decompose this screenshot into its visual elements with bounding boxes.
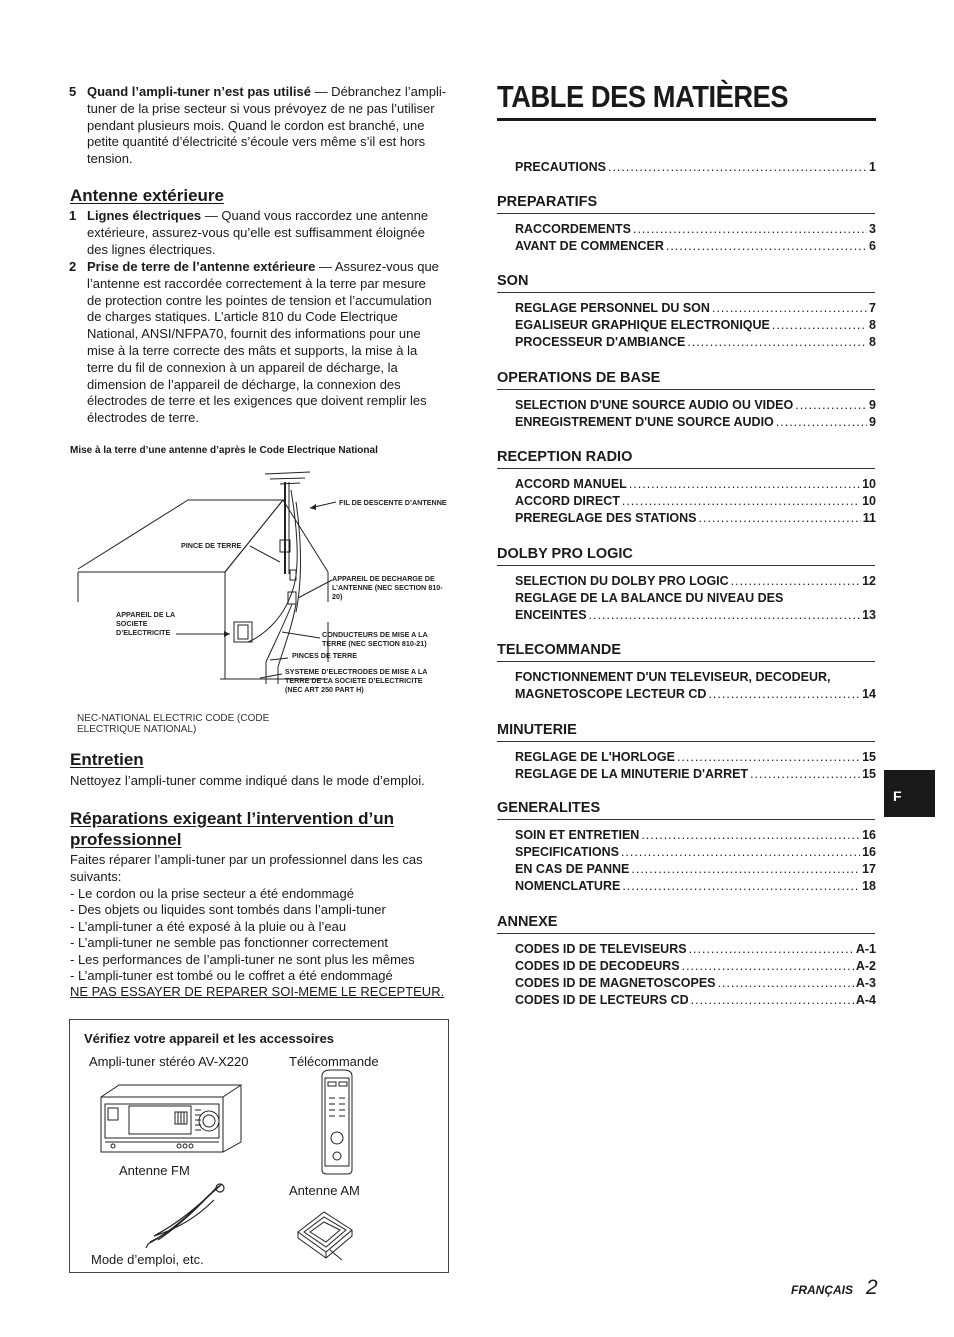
- item-5: [69, 84, 450, 168]
- toc-entry[interactable]: [515, 317, 876, 334]
- toc-section-rule: [497, 389, 875, 390]
- accessory-manual-label: Mode d’emploi, etc.: [91, 1252, 204, 1267]
- antenne-heading: Antenne extérieure: [70, 186, 224, 205]
- toc-section-heading: ANNEXE: [497, 914, 558, 930]
- reparations-heading-line: Réparations exigeant l’intervention d’un: [70, 809, 394, 828]
- toc-section-heading: GENERALITES: [497, 800, 601, 816]
- toc-entry-page: 10: [862, 494, 876, 508]
- toc-section-rule: [497, 468, 875, 469]
- toc-entry-page: 14: [862, 687, 876, 701]
- label-systeme-1: SYSTEME D’ELECTRODES DE MISE A LA: [285, 667, 428, 676]
- toc-entry-label: ENREGISTREMENT D'UNE SOURCE AUDIO: [515, 415, 774, 429]
- reparations-heading-line: professionnel: [70, 830, 182, 849]
- toc-section-heading: SON: [497, 273, 529, 289]
- toc-entry-label: SOIN ET ENTRETIEN: [515, 828, 640, 842]
- am-antenna-illustration: [290, 1206, 360, 1262]
- toc-entry[interactable]: [515, 958, 876, 975]
- antenne-item-2-line: dimension de l’appareil de décharge, la connexion des: [87, 376, 401, 392]
- toc-entry[interactable]: [515, 844, 876, 861]
- language-tab-letter: F: [893, 788, 902, 804]
- toc-entry[interactable]: [515, 238, 876, 255]
- toc-entry-dots: [589, 607, 861, 624]
- label-pince-terre: PINCE DE TERRE: [181, 541, 242, 550]
- reparations-intro-line: Faites réparer l’ampli-tuner par un professionnel dans les cas: [70, 852, 423, 867]
- antenne-item-1-line: extérieure, assurez-vous qu’elle est suffisamment éloignée: [87, 224, 425, 240]
- toc-entry[interactable]: [515, 827, 876, 844]
- toc-section-rule: [497, 933, 875, 934]
- toc-entry-label: REGLAGE DE L'HORLOGE: [515, 750, 675, 764]
- reparations-intro: [70, 852, 451, 886]
- toc-entry-dots: [708, 686, 860, 703]
- toc-entry-dots: [687, 334, 867, 351]
- toc-title: TABLE DES MATIÈRES: [497, 79, 789, 114]
- toc-entry-dots: [699, 510, 861, 527]
- toc-entry-page: A-1: [855, 942, 876, 956]
- item-5-line: pendant plusieurs mois. Quand le cordon est branché, une: [87, 117, 425, 133]
- grounding-diagram: [70, 462, 460, 707]
- toc-entry-label: PREREGLAGE DES STATIONS: [515, 511, 697, 525]
- toc-entry-label: EGALISEUR GRAPHIQUE ELECTRONIQUE: [515, 318, 770, 332]
- toc-entry-label: PRECAUTIONS: [515, 160, 606, 174]
- diagram-caption: Mise à la terre d’une antenne d’après le Code Electrique National: [70, 445, 378, 456]
- toc-entry-page: 7: [869, 301, 876, 315]
- toc-entry-label: AVANT DE COMMENCER: [515, 239, 664, 253]
- toc-section-heading: RECEPTION RADIO: [497, 449, 633, 465]
- list-item: - Des objets ou liquides sont tombés dans l’ampli-tuner: [70, 902, 386, 918]
- toc-entry-dots: [750, 766, 860, 783]
- reparations-list: [70, 886, 444, 1001]
- toc-entry[interactable]: [515, 878, 876, 895]
- item-5-line: petite quantité d’électricité s’écoule vers même s’il est hors: [87, 134, 426, 150]
- toc-entry-dots: [772, 317, 867, 334]
- toc-section-heading: PREPARATIFS: [497, 194, 598, 210]
- label-systeme-2: TERRE DE LA SOCIETE D’ELECTRICITE: [285, 676, 423, 685]
- toc-entry-page: 1: [869, 160, 876, 174]
- nec-note: [77, 713, 269, 735]
- toc-entry-dots: [621, 844, 860, 861]
- toc-section-rule: [497, 741, 875, 742]
- footer-language: FRANÇAIS: [791, 1283, 853, 1297]
- list-item: - Les performances de l’ampli-tuner ne sont plus les mêmes: [70, 951, 415, 967]
- accessories-title: Vérifiez votre appareil et les accessoires: [84, 1031, 335, 1046]
- antenne-item-2: [69, 259, 450, 427]
- toc-entry-dots: [776, 414, 867, 431]
- amplifier-illustration: [99, 1082, 243, 1154]
- accessory-am-label: Antenne AM: [289, 1183, 360, 1198]
- toc-entry[interactable]: [515, 607, 876, 624]
- label-societe-1: APPAREIL DE LA: [116, 610, 176, 619]
- toc-entry-dots: [712, 300, 867, 317]
- toc-section-rule: [497, 292, 875, 293]
- label-societe-3: D’ELECTRICITE: [116, 628, 171, 637]
- toc-entry-dots: [682, 958, 854, 975]
- toc-entry[interactable]: [515, 221, 876, 238]
- toc-entry-dots: [608, 159, 867, 176]
- toc-entry[interactable]: [515, 861, 876, 878]
- toc-entry-label: ACCORD DIRECT: [515, 494, 620, 508]
- item-5-line: tuner de la prise secteur si vous prévoyez de ne pas l’utiliser: [87, 100, 435, 116]
- antenne-item-2-lead: Prise de terre de l’antenne extérieure: [87, 259, 316, 274]
- toc-entry-page: 11: [862, 511, 876, 525]
- toc-entry-page: 8: [869, 318, 876, 332]
- toc-section-heading: OPERATIONS DE BASE: [497, 370, 661, 386]
- antenne-item-2-line: de charges statiques. L’article 810 du Code Electrique: [87, 309, 398, 325]
- toc-title-rule: [497, 118, 876, 121]
- toc-entry-dots: [631, 861, 860, 878]
- toc-entry[interactable]: [515, 766, 876, 783]
- toc-entry-first-line[interactable]: [515, 590, 876, 607]
- toc-entry-page: 12: [862, 574, 876, 588]
- toc-entry-page: 15: [862, 767, 876, 781]
- toc-entry-label: NOMENCLATURE: [515, 879, 621, 893]
- toc-entry-dots: [689, 941, 854, 958]
- label-appareil-decharge-3: 20): [332, 592, 343, 601]
- antenne-item-1-line: — Quand vous raccordez une antenne: [204, 208, 429, 223]
- toc-entry-dots: [641, 827, 860, 844]
- toc-entry[interactable]: [515, 414, 876, 431]
- toc-entry-page: A-4: [855, 993, 876, 1007]
- item-5-lead: Quand l’ampli-tuner n’est pas utilisé: [87, 84, 311, 99]
- toc-entry-page: 18: [862, 879, 876, 893]
- antenne-item-1-number: 1: [69, 208, 77, 223]
- toc-entry-label: REGLAGE PERSONNEL DU SON: [515, 301, 710, 315]
- toc-entry-dots: [795, 397, 867, 414]
- toc-entry-dots: [731, 573, 860, 590]
- toc-section-rule: [497, 213, 875, 214]
- label-fil-descente: FIL DE DESCENTE D’ANTENNE: [339, 498, 447, 507]
- antenne-item-2-number: 2: [69, 259, 77, 274]
- antenne-item-2-line: l’antenne est raccordée correctement à la terre par mesure: [87, 275, 426, 291]
- remote-illustration: [317, 1068, 357, 1176]
- label-appareil-decharge-1: APPAREIL DE DECHARGE DE: [332, 574, 435, 583]
- reparations-heading: [70, 808, 394, 850]
- toc-entry-label: RACCORDEMENTS: [515, 222, 631, 236]
- toc-entry-label: REGLAGE DE LA BALANCE DU NIVEAU DES: [515, 591, 784, 605]
- antenne-item-2-line: mise à la terre correcte des mâts et supports, la mise à la: [87, 342, 418, 358]
- toc-entry-page: 16: [862, 828, 876, 842]
- toc-entry-label: CODES ID DE DECODEURS: [515, 959, 680, 973]
- toc-entry-label: SELECTION D'UNE SOURCE AUDIO OU VIDEO: [515, 398, 794, 412]
- toc-entry[interactable]: [515, 159, 876, 176]
- accessory-remote-label: Télécommande: [289, 1054, 379, 1069]
- toc-entry[interactable]: [515, 510, 876, 527]
- antenne-item-1: [69, 208, 450, 258]
- toc-entry-dots: [718, 975, 854, 992]
- label-appareil-decharge-2: L’ANTENNE (NEC SECTION 810-: [332, 583, 443, 592]
- toc-entry[interactable]: [515, 493, 876, 510]
- toc-entry-dots: [633, 221, 867, 238]
- toc-entry-label: SPECIFICATIONS: [515, 845, 619, 859]
- toc-entry-label: PROCESSEUR D'AMBIANCE: [515, 335, 686, 349]
- toc-entry-page: 15: [862, 750, 876, 764]
- toc-entry-page: A-2: [855, 959, 876, 973]
- toc-entry-dots: [666, 238, 867, 255]
- antenne-item-2-line: National, ANSI/NFPA70, fournit des informations pour une: [87, 326, 421, 342]
- nec-note-line: ELECTRIQUE NATIONAL): [77, 724, 197, 735]
- toc-entry-page: 8: [869, 335, 876, 349]
- list-item: - L’ampli-tuner ne semble pas fonctionner correctement: [70, 935, 388, 951]
- toc-section-rule: [497, 661, 875, 662]
- toc-entry-page: 16: [862, 845, 876, 859]
- item-5-line: — Débranchez l’ampli-: [314, 84, 447, 99]
- toc-entry-first-line[interactable]: [515, 669, 876, 686]
- toc-entry[interactable]: [515, 941, 876, 958]
- toc-entry-page: 10: [862, 477, 876, 491]
- antenne-item-1-line: des lignes électriques.: [87, 241, 216, 257]
- toc-entry-label: ENCEINTES: [515, 608, 587, 622]
- toc-section-rule: [497, 819, 875, 820]
- toc-section-heading: TELECOMMANDE: [497, 642, 622, 658]
- entretien-heading: Entretien: [70, 750, 144, 769]
- toc-entry[interactable]: [515, 476, 876, 493]
- antenne-item-2-line: de protection contre les pointes de tension et l’accumulation: [87, 292, 432, 308]
- label-conducteurs-1: CONDUCTEURS DE MISE A LA: [322, 630, 428, 639]
- toc-section-rule: [497, 565, 875, 566]
- toc-entry-page: 13: [862, 608, 876, 622]
- toc-entry[interactable]: [515, 975, 876, 992]
- entretien-text: Nettoyez l’ampli-tuner comme indiqué dans le mode d’emploi.: [70, 773, 425, 788]
- antenne-item-2-line: terre du fil de connexion à un appareil de décharge, la: [87, 359, 398, 375]
- accessory-fm-label: Antenne FM: [119, 1163, 190, 1178]
- toc-entry[interactable]: [515, 397, 876, 414]
- antenne-item-2-line: électrodes de terre.: [87, 410, 200, 426]
- antenne-item-1-lead: Lignes électriques: [87, 208, 202, 223]
- toc-entry-page: 3: [869, 222, 876, 236]
- toc-entry[interactable]: [515, 300, 876, 317]
- toc-entry-dots: [622, 878, 860, 895]
- list-item: - Le cordon ou la prise secteur a été endommagé: [70, 886, 355, 901]
- toc-entry[interactable]: [515, 334, 876, 351]
- toc-entry[interactable]: [515, 749, 876, 766]
- toc-entry-label: FONCTIONNEMENT D'UN TELEVISEUR, DECODEUR,: [515, 670, 831, 684]
- label-societe-2: SOCIETE: [116, 619, 148, 628]
- toc-entry-label: ACCORD MANUEL: [515, 477, 627, 491]
- toc-entry-label: CODES ID DE TELEVISEURS: [515, 942, 687, 956]
- toc-entry-label: CODES ID DE LECTEURS CD: [515, 993, 689, 1007]
- toc-entry-page: 9: [869, 415, 876, 429]
- list-item: - L’ampli-tuner a été exposé à la pluie ou à l’eau: [70, 918, 347, 934]
- toc-entry-page: A-3: [855, 976, 876, 990]
- label-conducteurs-2: TERRE (NEC SECTION 810-21): [322, 639, 427, 648]
- page-number: 2: [866, 1276, 878, 1299]
- toc-entry-label: MAGNETOSCOPE LECTEUR CD: [515, 687, 707, 701]
- toc-entry-page: 6: [869, 239, 876, 253]
- toc-entry-label: CODES ID DE MAGNETOSCOPES: [515, 976, 716, 990]
- reparations-intro-line: suivants:: [70, 868, 122, 884]
- toc-entry[interactable]: [515, 573, 876, 590]
- list-item: - L’ampli-tuner est tombé ou le coffret a été endommagé: [70, 968, 393, 984]
- toc-section-heading: MINUTERIE: [497, 722, 577, 738]
- toc-entry-label: REGLAGE DE LA MINUTERIE D'ARRET: [515, 767, 749, 781]
- toc-entry-dots: [629, 476, 860, 493]
- accessory-amplifier-label: Ampli-tuner stéréo AV-X220: [89, 1054, 249, 1069]
- label-systeme-3: (NEC ART 250 PART H): [285, 685, 364, 694]
- toc-entry-dots: [622, 493, 860, 510]
- toc-section-heading: DOLBY PRO LOGIC: [497, 546, 633, 562]
- nec-note-line: NEC-NATIONAL ELECTRIC CODE (CODE: [77, 713, 270, 724]
- reparations-warning: NE PAS ESSAYER DE REPARER SOI-MEME LE RECEPTEUR.: [70, 984, 445, 1000]
- accessories-box: [69, 1019, 449, 1273]
- toc-entry-label: EN CAS DE PANNE: [515, 862, 630, 876]
- fm-antenna-illustration: [144, 1180, 228, 1250]
- item-5-number: 5: [69, 84, 77, 99]
- toc-entry-dots: [677, 749, 860, 766]
- toc-entry-label: SELECTION DU DOLBY PRO LOGIC: [515, 574, 729, 588]
- language-tab: [884, 770, 935, 817]
- toc-entry-page: 9: [869, 398, 876, 412]
- antenne-item-2-line: — Assurez-vous que: [318, 259, 439, 274]
- toc-entry[interactable]: [515, 686, 876, 703]
- toc-entry-page: 17: [862, 862, 876, 876]
- item-5-line: tension.: [87, 151, 133, 167]
- antenne-item-2-line: électrodes de terre et les exigences que doivent remplir les: [87, 393, 427, 409]
- label-pinces-terre: PINCES DE TERRE: [292, 651, 358, 660]
- toc-entry[interactable]: [515, 992, 876, 1009]
- toc-entry-dots: [691, 992, 854, 1009]
